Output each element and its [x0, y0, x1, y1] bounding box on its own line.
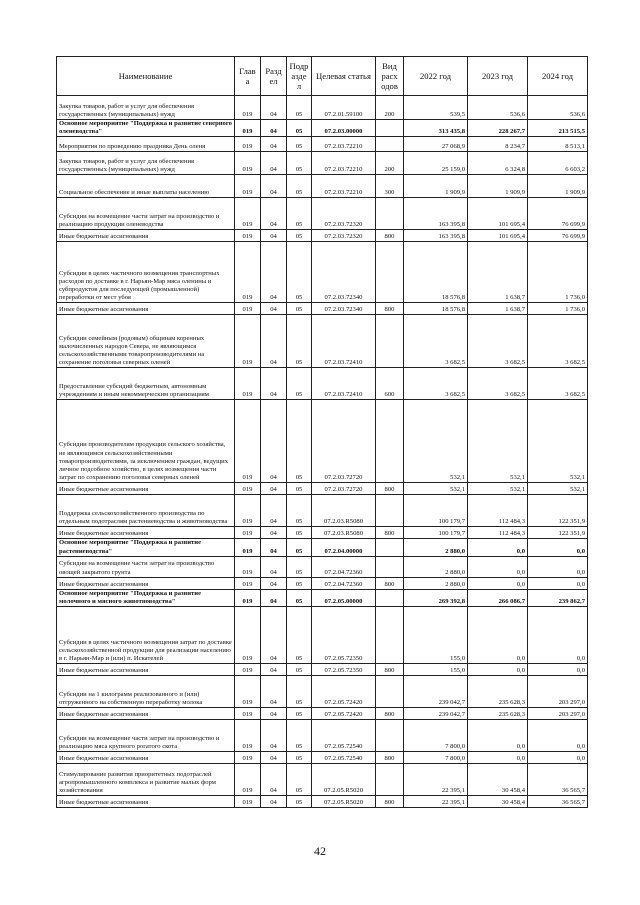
cell-r: 04: [261, 368, 287, 400]
cell-y2: 536,6: [468, 96, 528, 120]
cell-r: 04: [261, 556, 287, 577]
table-row: [57, 315, 588, 368]
cell-g: 019: [235, 152, 261, 175]
cell-p: 05: [287, 589, 312, 606]
cell-g: 019: [235, 556, 261, 577]
cell-y2: 1 638,7: [468, 303, 528, 315]
cell-a: 07.2.03.72410: [312, 368, 376, 400]
cell-r: 04: [261, 577, 287, 589]
cell-a: 07.2.05.72540: [312, 752, 376, 764]
cell-r: 04: [261, 539, 287, 556]
cell-v: 800: [376, 664, 404, 676]
cell-p: 05: [287, 152, 312, 175]
cell-p: 05: [287, 198, 312, 230]
header-vid: Вид расх одов: [376, 57, 404, 96]
cell-r: 04: [261, 152, 287, 175]
table-row: [57, 368, 588, 400]
table-row: [57, 198, 588, 230]
cell-y2: 1 638,7: [468, 242, 528, 303]
cell-p: 05: [287, 527, 312, 539]
cell-y3: 0,0: [528, 664, 588, 676]
cell-v: [376, 720, 404, 752]
cell-r: 04: [261, 664, 287, 676]
cell-g: 019: [235, 607, 261, 664]
cell-y1: 3 682,5: [404, 315, 468, 368]
cell-g: 019: [235, 175, 261, 198]
cell-r: 04: [261, 527, 287, 539]
cell-r: 04: [261, 120, 287, 137]
cell-y2: 112 484,3: [468, 495, 528, 527]
table-row: [57, 664, 588, 676]
cell-y3: 122 351,9: [528, 495, 588, 527]
cell-a: 07.2.03.00000: [312, 120, 376, 137]
cell-v: [376, 495, 404, 527]
header-razdel: Разд ел: [261, 57, 287, 96]
cell-y1: 7 800,0: [404, 720, 468, 752]
cell-y1: 2 880,0: [404, 577, 468, 589]
cell-name: Закупка товаров, работ и услуг для обеспечения государственных (муниципальных) нужд: [57, 96, 235, 120]
cell-v: [376, 607, 404, 664]
cell-name: Иные бюджетные ассигнования: [57, 303, 235, 315]
cell-p: 05: [287, 577, 312, 589]
page-number: 42: [314, 844, 326, 858]
cell-r: 04: [261, 303, 287, 315]
cell-y3: 76 699,9: [528, 198, 588, 230]
cell-y3: 1 909,9: [528, 175, 588, 198]
cell-g: 019: [235, 527, 261, 539]
cell-y1: 22 395,1: [404, 796, 468, 808]
cell-y2: 101 695,4: [468, 230, 528, 242]
cell-y3: 213 515,5: [528, 120, 588, 137]
table-row: [57, 527, 588, 539]
cell-name: Иные бюджетные ассигнования: [57, 796, 235, 808]
cell-a: 07.2.04.72360: [312, 577, 376, 589]
cell-y2: 0,0: [468, 664, 528, 676]
cell-y1: 18 576,8: [404, 303, 468, 315]
cell-g: 019: [235, 230, 261, 242]
cell-g: 019: [235, 796, 261, 808]
cell-p: 05: [287, 796, 312, 808]
cell-y2: 532,1: [468, 483, 528, 495]
cell-g: 019: [235, 720, 261, 752]
cell-name: Субсидии в целях частичного возмещения затрат по доставке сельскохозяйственной продукции для реализации населению в г. Нарьян-Мар и (или) п. Искателей: [57, 607, 235, 664]
cell-name: Иные бюджетные ассигнования: [57, 577, 235, 589]
cell-y2: 3 682,5: [468, 315, 528, 368]
table-row: [57, 303, 588, 315]
cell-g: 019: [235, 589, 261, 606]
cell-p: 05: [287, 556, 312, 577]
cell-a: 07.2.05.72350: [312, 607, 376, 664]
cell-a: 07.2.04.72360: [312, 556, 376, 577]
header-article: Целевая статья: [312, 57, 376, 96]
cell-a: 07.2.03.72210: [312, 152, 376, 175]
table-row: [57, 577, 588, 589]
table-row: [57, 676, 588, 708]
cell-y1: 1 909,9: [404, 175, 468, 198]
cell-a: 07.2.01.59100: [312, 96, 376, 120]
cell-name: Субсидии в целях частичного возмещения транспортных расходов по доставке в г. Нарьян-Мар мяса оленины и субпродуктов для последующей (промышленной) переработки от мест убоя: [57, 242, 235, 303]
cell-v: [376, 120, 404, 137]
table-row: [57, 796, 588, 808]
cell-r: 04: [261, 96, 287, 120]
cell-name: Субсидии производителям продукции сельского хозяйства, не являющимся сельскохозяйственными товаропроизводителями, за исключением граждан, ведущих личное подсобное хозяйство, в целях возмещения части затрат по сохранению поголовья северных оленей: [57, 400, 235, 483]
cell-v: [376, 676, 404, 708]
table-row: [57, 752, 588, 764]
cell-a: 07.2.03.72210: [312, 175, 376, 198]
cell-g: 019: [235, 483, 261, 495]
cell-name: Основное мероприятие "Поддержка и развитие северного оленеводства": [57, 120, 235, 137]
table-row: [57, 400, 588, 483]
cell-y2: 235 628,3: [468, 708, 528, 720]
cell-g: 019: [235, 120, 261, 137]
cell-y3: 1 736,0: [528, 303, 588, 315]
cell-p: 05: [287, 96, 312, 120]
cell-y3: 36 565,7: [528, 764, 588, 796]
cell-g: 019: [235, 198, 261, 230]
cell-y1: 155,0: [404, 607, 468, 664]
cell-name: Субсидии на 1 килограмм реализованного и (или) отгруженного на собственную переработку молока: [57, 676, 235, 708]
cell-y1: 18 576,8: [404, 242, 468, 303]
cell-name: Предоставление субсидий бюджетным, автономным учреждениям и иным некоммерческим организациям: [57, 368, 235, 400]
cell-g: 019: [235, 764, 261, 796]
cell-r: 04: [261, 589, 287, 606]
table-row: [57, 495, 588, 527]
cell-p: 05: [287, 368, 312, 400]
cell-y3: 0,0: [528, 752, 588, 764]
cell-y1: 7 800,0: [404, 752, 468, 764]
cell-y1: 22 395,1: [404, 764, 468, 796]
cell-y2: 235 628,3: [468, 676, 528, 708]
cell-a: 07.2.03.72320: [312, 198, 376, 230]
cell-g: 019: [235, 495, 261, 527]
cell-y1: 269 392,8: [404, 589, 468, 606]
cell-name: Основное мероприятие "Поддержка и развитие молочного и мясного животноводства": [57, 589, 235, 606]
cell-y3: 0,0: [528, 539, 588, 556]
cell-g: 019: [235, 539, 261, 556]
cell-g: 019: [235, 676, 261, 708]
header-2024: 2024 год: [528, 57, 588, 96]
cell-p: 05: [287, 539, 312, 556]
cell-p: 05: [287, 175, 312, 198]
cell-v: [376, 556, 404, 577]
cell-y1: 2 880,0: [404, 556, 468, 577]
cell-g: 019: [235, 708, 261, 720]
cell-y3: 0,0: [528, 720, 588, 752]
cell-y1: 2 880,0: [404, 539, 468, 556]
cell-r: 04: [261, 137, 287, 152]
cell-p: 05: [287, 242, 312, 303]
cell-y2: 0,0: [468, 577, 528, 589]
cell-a: 07.2.03.72340: [312, 242, 376, 303]
cell-y1: 313 435,8: [404, 120, 468, 137]
cell-y1: 25 159,0: [404, 152, 468, 175]
cell-p: 05: [287, 708, 312, 720]
cell-r: 04: [261, 483, 287, 495]
cell-y2: 101 695,4: [468, 198, 528, 230]
cell-y1: 163 395,8: [404, 230, 468, 242]
cell-v: [376, 315, 404, 368]
cell-g: 019: [235, 96, 261, 120]
cell-y3: 239 862,7: [528, 589, 588, 606]
table-row: [57, 539, 588, 556]
cell-name: Иные бюджетные ассигнования: [57, 752, 235, 764]
cell-p: 05: [287, 720, 312, 752]
cell-r: 04: [261, 400, 287, 483]
cell-a: 07.2.03.72340: [312, 303, 376, 315]
cell-name: Социальное обеспечение и иные выплаты населению: [57, 175, 235, 198]
cell-y1: 100 179,7: [404, 527, 468, 539]
cell-v: [376, 242, 404, 303]
cell-y1: 3 682,5: [404, 368, 468, 400]
cell-p: 05: [287, 495, 312, 527]
cell-g: 019: [235, 752, 261, 764]
table-row: [57, 175, 588, 198]
cell-y2: 0,0: [468, 720, 528, 752]
cell-a: 07.2.03.72720: [312, 483, 376, 495]
cell-g: 019: [235, 664, 261, 676]
cell-name: Иные бюджетные ассигнования: [57, 230, 235, 242]
cell-y2: 228 267,7: [468, 120, 528, 137]
cell-a: 07.2.05.72350: [312, 664, 376, 676]
cell-p: 05: [287, 483, 312, 495]
budget-table: [56, 56, 588, 808]
cell-r: 04: [261, 607, 287, 664]
header-2022: 2022 год: [404, 57, 468, 96]
table-row: [57, 589, 588, 606]
cell-a: 07.2.05.00000: [312, 589, 376, 606]
cell-r: 04: [261, 315, 287, 368]
cell-y1: 163 395,8: [404, 198, 468, 230]
cell-p: 05: [287, 303, 312, 315]
cell-name: Закупка товаров, работ и услуг для обеспечения государственных (муниципальных) нужд: [57, 152, 235, 175]
cell-v: 200: [376, 152, 404, 175]
cell-r: 04: [261, 708, 287, 720]
cell-name: Субсидии семейным (родовым) общинам коренных малочисленных народов Севера, не являющимся сельскохозяйственными товаропроизводителями на сохранение поголовья северных оленей: [57, 315, 235, 368]
cell-y1: 27 068,9: [404, 137, 468, 152]
cell-y2: 112 484,3: [468, 527, 528, 539]
cell-v: 800: [376, 303, 404, 315]
cell-a: 07.2.03.R5080: [312, 495, 376, 527]
cell-v: [376, 137, 404, 152]
cell-y3: 8 513,1: [528, 137, 588, 152]
cell-y1: 155,0: [404, 664, 468, 676]
table-row: [57, 720, 588, 752]
table-row: [57, 607, 588, 664]
cell-g: 019: [235, 315, 261, 368]
cell-g: 019: [235, 577, 261, 589]
cell-v: 800: [376, 708, 404, 720]
cell-v: 800: [376, 577, 404, 589]
cell-r: 04: [261, 495, 287, 527]
cell-y2: 0,0: [468, 607, 528, 664]
cell-p: 05: [287, 400, 312, 483]
cell-y3: 122 351,9: [528, 527, 588, 539]
cell-y3: 0,0: [528, 607, 588, 664]
cell-r: 04: [261, 198, 287, 230]
cell-name: Поддержка сельскохозяйственного производства по отдельным подотраслям растениеводства и животноводства: [57, 495, 235, 527]
cell-p: 05: [287, 315, 312, 368]
cell-y3: 0,0: [528, 577, 588, 589]
header-podrazdel: Подр азде л: [287, 57, 312, 96]
cell-name: Субсидии на возмещение части затрат на производство и реализацию продукции оленеводства: [57, 198, 235, 230]
cell-p: 05: [287, 752, 312, 764]
cell-y2: 1 909,9: [468, 175, 528, 198]
cell-v: 200: [376, 96, 404, 120]
cell-r: 04: [261, 764, 287, 796]
cell-p: 05: [287, 676, 312, 708]
cell-v: [376, 589, 404, 606]
table-row: [57, 483, 588, 495]
cell-y1: 239 042,7: [404, 708, 468, 720]
cell-name: Иные бюджетные ассигнования: [57, 483, 235, 495]
cell-y2: 266 086,7: [468, 589, 528, 606]
cell-g: 019: [235, 368, 261, 400]
cell-y1: 532,1: [404, 400, 468, 483]
cell-v: [376, 764, 404, 796]
table-row: [57, 230, 588, 242]
cell-g: 019: [235, 137, 261, 152]
cell-a: 07.2.05.R5020: [312, 796, 376, 808]
cell-y1: 532,1: [404, 483, 468, 495]
cell-name: Основное мероприятие "Поддержка и развитие растениеводства": [57, 539, 235, 556]
cell-name: Иные бюджетные ассигнования: [57, 527, 235, 539]
cell-y2: 0,0: [468, 539, 528, 556]
cell-a: 07.2.05.72420: [312, 708, 376, 720]
cell-a: 07.2.03.R5080: [312, 527, 376, 539]
cell-v: 800: [376, 483, 404, 495]
cell-y2: 0,0: [468, 752, 528, 764]
cell-v: [376, 400, 404, 483]
table-header-row: [57, 57, 588, 96]
cell-y2: 30 458,4: [468, 764, 528, 796]
cell-y3: 203 297,0: [528, 676, 588, 708]
header-name: Наименование: [57, 57, 235, 96]
cell-r: 04: [261, 242, 287, 303]
header-2023: 2023 год: [468, 57, 528, 96]
cell-v: 800: [376, 230, 404, 242]
cell-v: 800: [376, 527, 404, 539]
table-row: [57, 137, 588, 152]
cell-a: 07.2.03.72410: [312, 315, 376, 368]
cell-a: 07.2.03.72210: [312, 137, 376, 152]
cell-r: 04: [261, 796, 287, 808]
cell-y2: 6 324,8: [468, 152, 528, 175]
cell-y1: 239 042,7: [404, 676, 468, 708]
cell-v: [376, 198, 404, 230]
cell-p: 05: [287, 230, 312, 242]
cell-y1: 539,5: [404, 96, 468, 120]
table-row: [57, 152, 588, 175]
cell-a: 07.2.04.00000: [312, 539, 376, 556]
cell-name: Стимулирование развития приоритетных подотраслей агропромышленного комплекса и развитие малых форм хозяйствования: [57, 764, 235, 796]
cell-p: 05: [287, 137, 312, 152]
cell-r: 04: [261, 230, 287, 242]
cell-y3: 532,1: [528, 400, 588, 483]
cell-name: Субсидии на возмещение части затрат на производство овощей закрытого грунта: [57, 556, 235, 577]
cell-name: Иные бюджетные ассигнования: [57, 664, 235, 676]
cell-y3: 3 682,5: [528, 315, 588, 368]
cell-y2: 30 458,4: [468, 796, 528, 808]
cell-a: 07.2.03.72720: [312, 400, 376, 483]
cell-g: 019: [235, 242, 261, 303]
cell-y3: 203 297,0: [528, 708, 588, 720]
cell-y1: 100 179,7: [404, 495, 468, 527]
cell-v: 800: [376, 796, 404, 808]
cell-y3: 36 565,7: [528, 796, 588, 808]
cell-name: Иные бюджетные ассигнования: [57, 708, 235, 720]
cell-p: 05: [287, 607, 312, 664]
cell-g: 019: [235, 303, 261, 315]
cell-r: 04: [261, 175, 287, 198]
cell-r: 04: [261, 752, 287, 764]
cell-a: 07.2.05.72420: [312, 676, 376, 708]
cell-y3: 536,6: [528, 96, 588, 120]
cell-y3: 1 736,0: [528, 242, 588, 303]
cell-y2: 532,1: [468, 400, 528, 483]
table-row: [57, 708, 588, 720]
cell-y3: 6 603,2: [528, 152, 588, 175]
header-glava: Глав а: [235, 57, 261, 96]
cell-r: 04: [261, 720, 287, 752]
cell-p: 05: [287, 764, 312, 796]
table-row: [57, 120, 588, 137]
cell-name: Субсидии на возмещение части затрат на производство и реализацию мяса крупного рогатого скота: [57, 720, 235, 752]
cell-y3: 0,0: [528, 556, 588, 577]
cell-name: Мероприятия по проведению праздника День оленя: [57, 137, 235, 152]
cell-a: 07.2.05.R5020: [312, 764, 376, 796]
cell-r: 04: [261, 676, 287, 708]
cell-p: 05: [287, 120, 312, 137]
table-row: [57, 242, 588, 303]
cell-a: 07.2.03.72320: [312, 230, 376, 242]
cell-y3: 3 682,5: [528, 368, 588, 400]
cell-v: 300: [376, 175, 404, 198]
cell-y2: 3 682,5: [468, 368, 528, 400]
table-row: [57, 556, 588, 577]
cell-g: 019: [235, 400, 261, 483]
table-row: [57, 96, 588, 120]
table-row: [57, 764, 588, 796]
cell-v: 600: [376, 368, 404, 400]
cell-v: 800: [376, 752, 404, 764]
cell-y2: 0,0: [468, 556, 528, 577]
cell-y3: 76 699,9: [528, 230, 588, 242]
cell-v: [376, 539, 404, 556]
cell-y2: 8 234,7: [468, 137, 528, 152]
cell-y3: 532,1: [528, 483, 588, 495]
cell-p: 05: [287, 664, 312, 676]
cell-a: 07.2.05.72540: [312, 720, 376, 752]
